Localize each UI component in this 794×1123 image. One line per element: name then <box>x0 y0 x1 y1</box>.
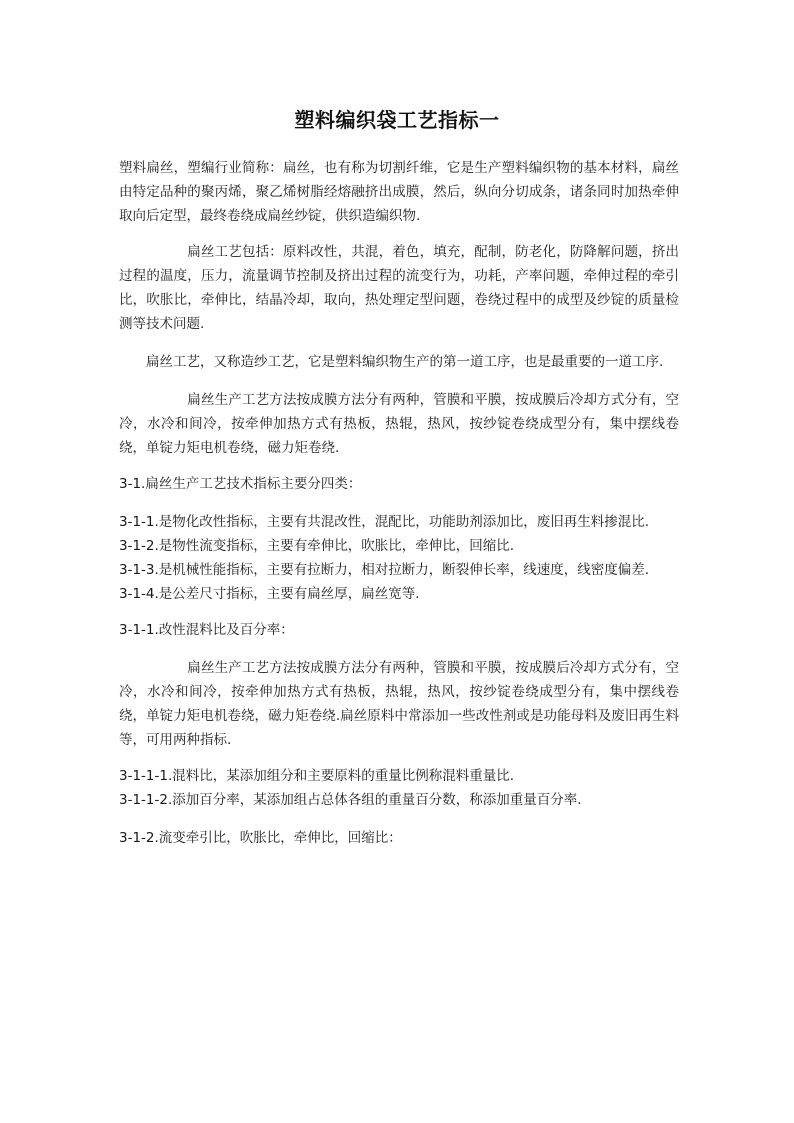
paragraph-yarn-process: 扁丝工艺，又称造纱工艺，它是塑料编织物生产的第一道工序，也是最重要的一道工序. <box>119 354 664 370</box>
paragraph-additives: 扁丝生产工艺方法按成膜方法分有两种，管膜和平膜，按成膜后冷却方式分有，空冷，水冷和间冷，按牵伸加热方式有热板，热辊，热风，按纱锭卷绕成型分有，集中摆线卷绕，单锭力矩电机卷绕，磁力矩卷绕.扁丝原料中常添加一些改性剂或是功能母料及废旧再生料等，可用两种指标. <box>119 660 679 748</box>
list-item-3-1-4: 3-1-4.是公差尺寸指标，主要有扁丝厚，扁丝宽等. <box>119 586 420 602</box>
section-heading-3-1-1: 3-1-1.改性混料比及百分率： <box>119 622 294 638</box>
paragraph-process-scope: 扁丝工艺包括：原料改性，共混，着色，填充，配制，防老化，防降解问题，挤出过程的温度，压力，流量调节控制及挤出过程的流变行为，功耗，产率问题，牵伸过程的牵引比，吹胀比，牵伸比，结晶冷却，取向，热处理定型问题，卷绕过程中的成型及纱锭的质量检测等技术问题. <box>119 244 679 332</box>
list-item-3-1-1-1: 3-1-1-1.混料比，某添加组分和主要原料的重量比例称混料重量比. <box>119 768 515 784</box>
page-title: 塑料编织袋工艺指标一 <box>294 108 500 132</box>
paragraph-production-methods: 扁丝生产工艺方法按成膜方法分有两种，管膜和平膜，按成膜后冷却方式分有，空冷，水冷和间冷，按牵伸加热方式有热板，热辊，热风，按纱锭卷绕成型分有，集中摆线卷绕，单锭力矩电机卷绕，磁力矩卷绕. <box>119 392 679 456</box>
list-item-3-1-1: 3-1-1.是物化改性指标，主要有共混改性，混配比，功能助剂添加比，废旧再生料掺混比. <box>119 514 650 530</box>
document-body <box>119 156 679 850</box>
list-item-3-1-1-2: 3-1-1-2.添加百分率，某添加组占总体各组的重量百分数，称添加重量百分率. <box>119 792 582 808</box>
section-heading-3-1: 3-1.扁丝生产工艺技术指标主要分四类： <box>119 476 362 492</box>
list-item-3-1-2: 3-1-2.是物性流变指标，主要有牵伸比，吹胀比，牵伸比，回缩比. <box>119 538 515 554</box>
section-heading-3-1-2: 3-1-2.流变牵引比，吹胀比，牵伸比，回缩比： <box>119 830 402 846</box>
paragraph-intro: 塑料扁丝，塑编行业简称：扁丝，也有称为切割纤维，它是生产塑料编织物的基本材料，扁丝由特定品种的聚丙烯，聚乙烯树脂经熔融挤出成膜，然后，纵向分切成条，诸条同时加热牵伸取向后定型，最终卷绕成扁丝纱锭，供织造编织物. <box>119 160 679 224</box>
list-item-3-1-3: 3-1-3.是机械性能指标，主要有拉断力，相对拉断力，断裂伸长率，线速度，线密度偏差. <box>119 562 650 578</box>
